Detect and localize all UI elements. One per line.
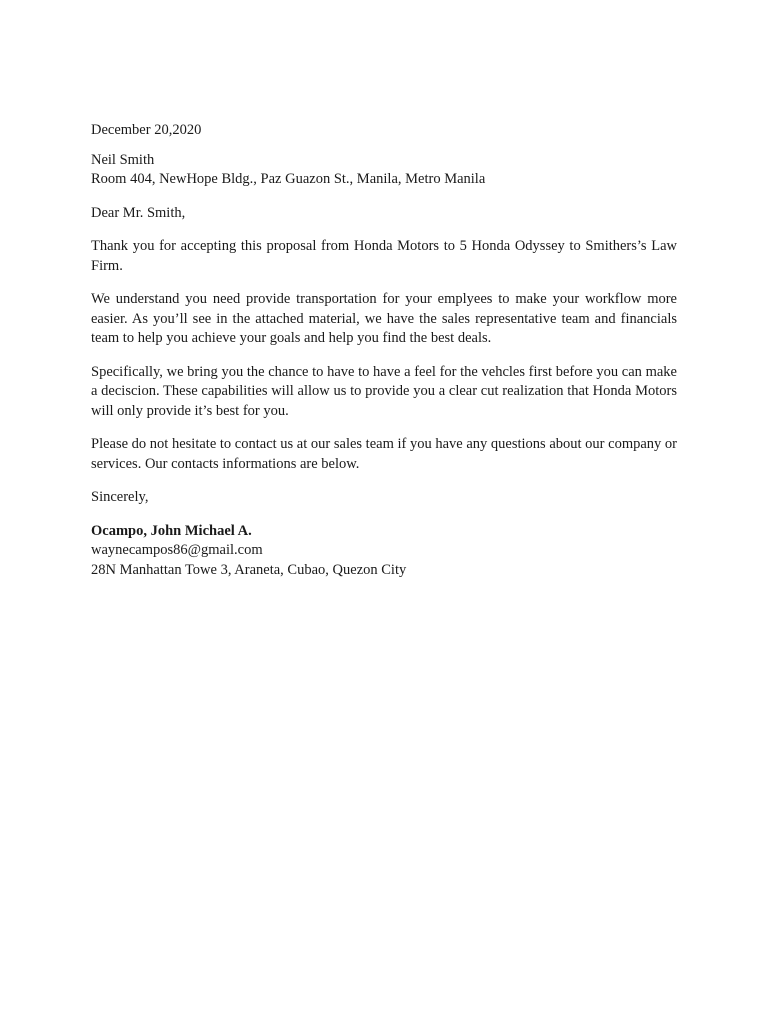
recipient-name: Neil Smith xyxy=(91,151,155,168)
recipient-address: Room 404, NewHope Bldg., Paz Guazon St., Manila, Metro Manila xyxy=(91,171,486,187)
sender-email: waynecampos86@gmail.com xyxy=(91,542,263,558)
signature-block xyxy=(91,522,677,581)
salutation: Dear Mr. Smith, xyxy=(91,204,186,221)
sender-address: 28N Manhattan Towe 3, Araneta, Cubao, Quezon City xyxy=(91,561,407,578)
paragraph-contact: Please do not hesitate to contact us at our sales team if you have any questions about our company or services. Our contacts informations are below. xyxy=(91,436,677,472)
paragraph-understanding: We understand you need provide transportation for your emplyees to make your workflow more easier. As you’ll see in the attached material, we have the sales representative team and financials team to help you achieve your goals and help you find the best deals. xyxy=(91,291,677,346)
paragraph-intro: Thank you for accepting this proposal from Honda Motors to 5 Honda Odyssey to Smithers’s Law Firm. xyxy=(91,238,677,274)
sender-name: Ocampo, John Michael A. xyxy=(91,522,252,539)
letter-date: December 20,2020 xyxy=(91,122,202,138)
paragraph-specifics: Specifically, we bring you the chance to have to have a feel for the vehcles first before you can make a deciscion. These capabilities will allow us to provide you a clear cut realization that Honda Motors will only provide it’s best for you. xyxy=(91,363,677,419)
closing: Sincerely, xyxy=(91,489,149,505)
recipient-block xyxy=(91,151,677,190)
letter-body xyxy=(91,121,677,580)
